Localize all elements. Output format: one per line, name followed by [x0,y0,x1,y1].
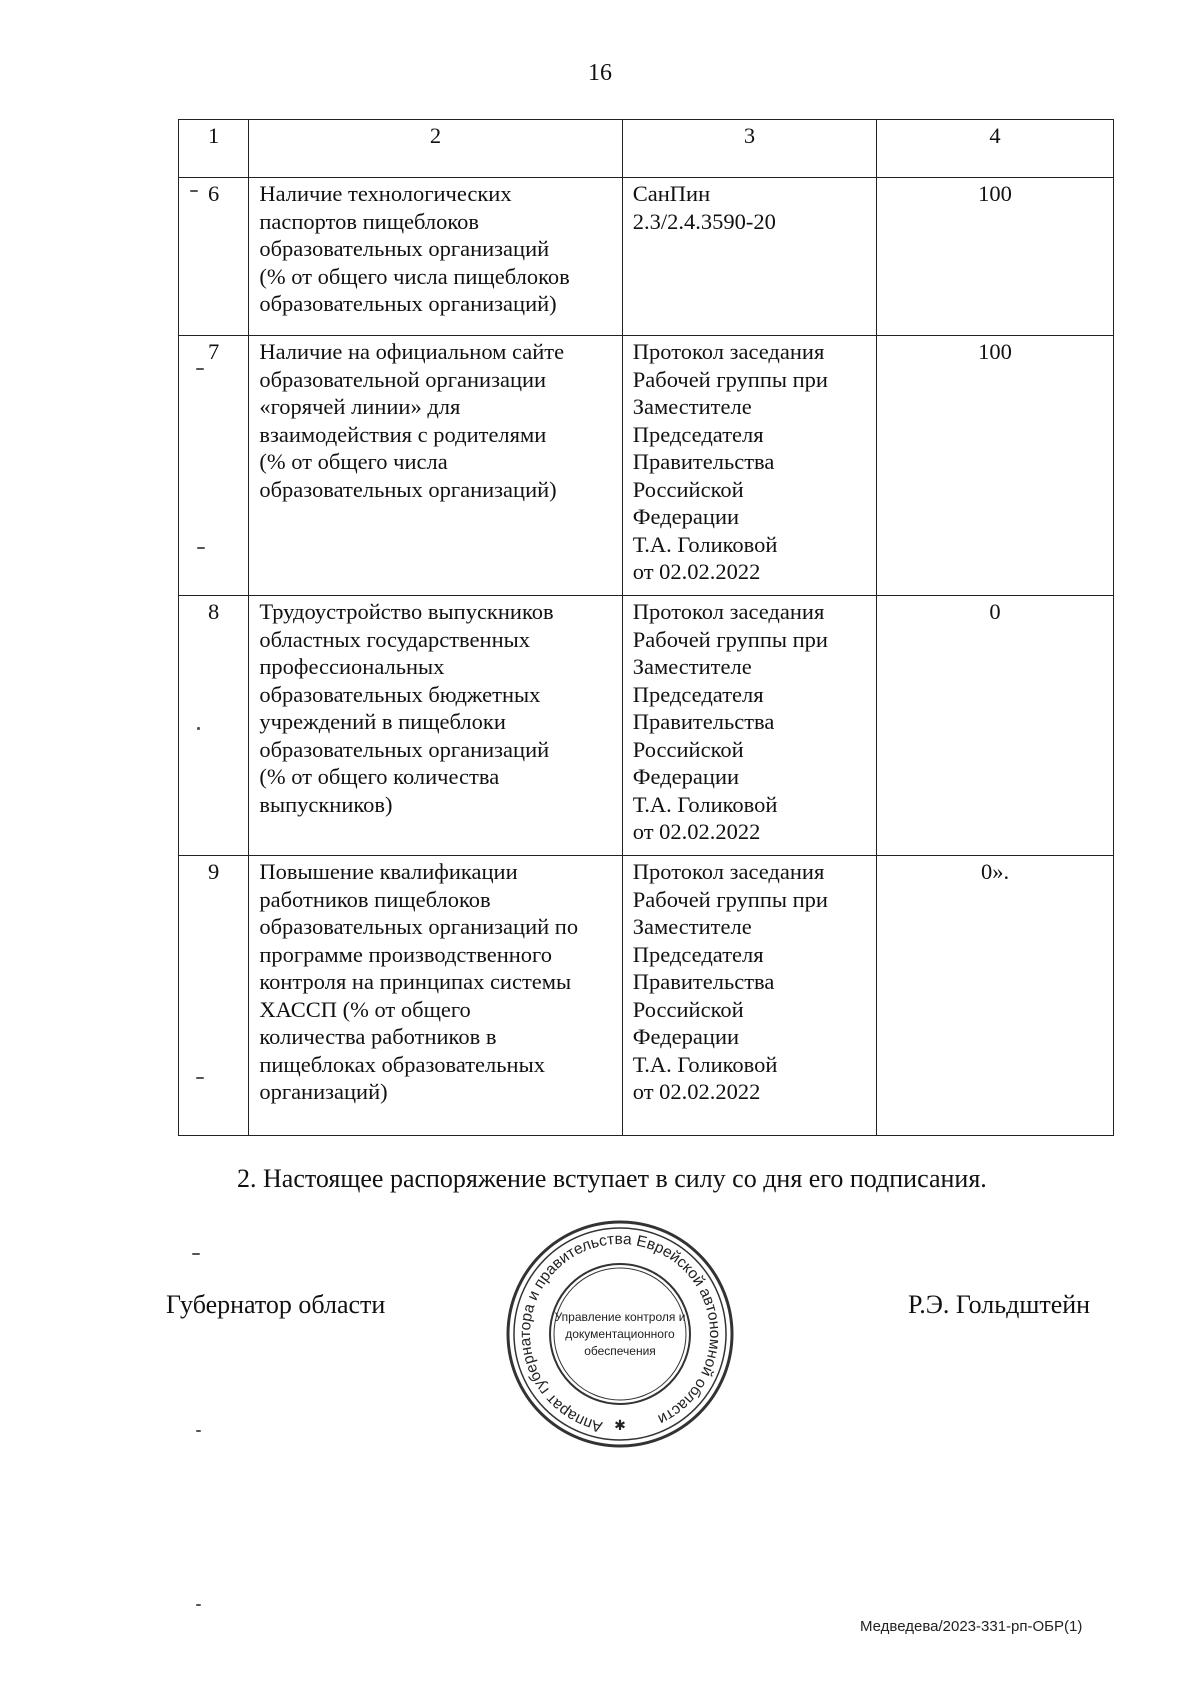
cell-line: образовательных организаций) [259,476,557,502]
cell-line: работников пищеблоков [259,886,491,912]
stamp-inner-line-3: обеспечения [584,1344,656,1358]
cell-line: образовательных организаций по [259,914,579,939]
scan-mark [197,727,200,730]
cell-line: Правительства [632,969,775,994]
cell-line: (% от общего числа [259,449,448,474]
column-header-1: 1 [179,120,249,178]
signatory-name: Р.Э. Гольдштейн [908,1290,1091,1319]
cell-line: Наличие на официальном сайте [259,339,565,364]
scan-mark [190,190,198,192]
cell-line: от 02.02.2022 [632,819,761,844]
cell-line: Рабочей группы при [632,626,828,652]
cell-line: организаций) [259,1079,388,1104]
cell-line: образовательных организаций) [259,291,557,316]
value-cell: 0 [877,596,1114,856]
cell-line: от 02.02.2022 [632,1079,761,1104]
stamp-outer-text: Аппарат губернатора и правительства Еврейской автономной области [516,1230,724,1436]
table-row [179,856,1114,1136]
cell-line: Т.А. Голиковой [632,1051,778,1077]
indicator-cell [249,178,622,336]
row-number: 7 [179,336,249,596]
value-cell: 100 [877,336,1114,596]
scan-mark [196,368,204,370]
cell-line: профессиональных [259,654,445,679]
cell-line: (% от общего числа пищеблоков [259,263,570,289]
document-reference: Медведева/2023-331-рп-ОБР(1) [860,1618,1083,1635]
row-number: 6 [179,178,249,336]
stamp-inner-line-1: Управление контроля и [554,1310,686,1324]
cell-line: Правительства [632,709,775,734]
table-row [179,596,1114,856]
column-header-2: 2 [249,120,622,178]
cell-line: Т.А. Голиковой [632,531,778,557]
cell-line: образовательной организации [259,366,547,392]
cell-line: программе производственного [259,941,552,967]
cell-line: областных государственных [259,626,530,652]
indicators-table [178,119,1114,1136]
cell-line: пищеблоках образовательных [259,1051,545,1077]
basis-cell [622,178,876,336]
effective-date-clause: 2. Настоящее распоряжение вступает в силу со дня его подписания. [237,1164,987,1193]
cell-line: Рабочей группы при [632,886,828,912]
cell-line: взаимодействия с родителями [259,421,547,447]
cell-line: контроля на принципах системы [259,969,572,994]
scan-mark [196,1077,204,1079]
scan-mark [196,1430,201,1432]
cell-line: Российской [632,996,744,1022]
cell-line: (% от общего количества [259,764,500,789]
stamp-inner-line-2: документационного [565,1327,675,1341]
indicator-cell [249,336,622,596]
cell-line: Федерации [632,764,740,789]
column-header-4: 4 [877,120,1114,178]
cell-line: Протокол заседания [632,339,825,364]
cell-line: Трудоустройство выпускников [259,599,554,624]
cell-line: от 02.02.2022 [632,559,761,584]
cell-line: учреждений в пищеблоки [259,709,506,734]
cell-line: Заместителе [632,394,752,419]
scan-mark [197,547,205,549]
cell-line: Российской [632,476,744,502]
cell-line: Председателя [632,941,764,967]
cell-line: Федерации [632,504,740,529]
cell-line: Протокол заседания [632,859,825,884]
row-number: 8 [179,596,249,856]
cell-line: паспортов пищеблоков [259,208,480,234]
row-number: 9 [179,856,249,1136]
cell-line: СанПин [632,181,711,206]
scan-mark [196,1604,201,1606]
stamp-star-icon: ✱ [614,1418,626,1434]
cell-line: образовательных организаций [259,236,550,261]
cell-line: образовательных организаций [259,736,550,762]
cell-line: образовательных бюджетных [259,681,541,707]
table-header-row [179,120,1114,178]
table-row [179,178,1114,336]
indicator-cell [249,596,622,856]
signatory-title: Губернатор области [166,1290,386,1319]
cell-line: Протокол заседания [632,599,825,624]
cell-line: Председателя [632,681,764,707]
value-cell: 100 [877,178,1114,336]
cell-line: Российской [632,736,744,762]
basis-cell [622,596,876,856]
cell-line: Рабочей группы при [632,366,828,392]
cell-line: ХАССП (% от общего [259,996,471,1022]
cell-line: Председателя [632,421,764,447]
column-header-3: 3 [622,120,876,178]
cell-line: Повышение квалификации [259,859,518,884]
cell-line: Заместителе [632,914,752,939]
value-cell: 0». [877,856,1114,1136]
cell-line: Федерации [632,1024,740,1049]
table-row [179,336,1114,596]
official-stamp-seal [504,1218,736,1450]
cell-line: Наличие технологических [259,181,512,206]
page-number: 16 [588,60,612,86]
cell-line: «горячей линии» для [259,394,461,419]
indicator-cell [249,856,622,1136]
cell-line: Заместителе [632,654,752,679]
basis-cell [622,856,876,1136]
cell-line: Правительства [632,449,775,474]
cell-line: 2.3/2.4.3590-20 [632,208,776,234]
scan-mark [192,1253,200,1255]
cell-line: Т.А. Голиковой [632,791,778,817]
basis-cell [622,336,876,596]
cell-line: выпускников) [259,791,393,817]
cell-line: количества работников в [259,1024,497,1049]
